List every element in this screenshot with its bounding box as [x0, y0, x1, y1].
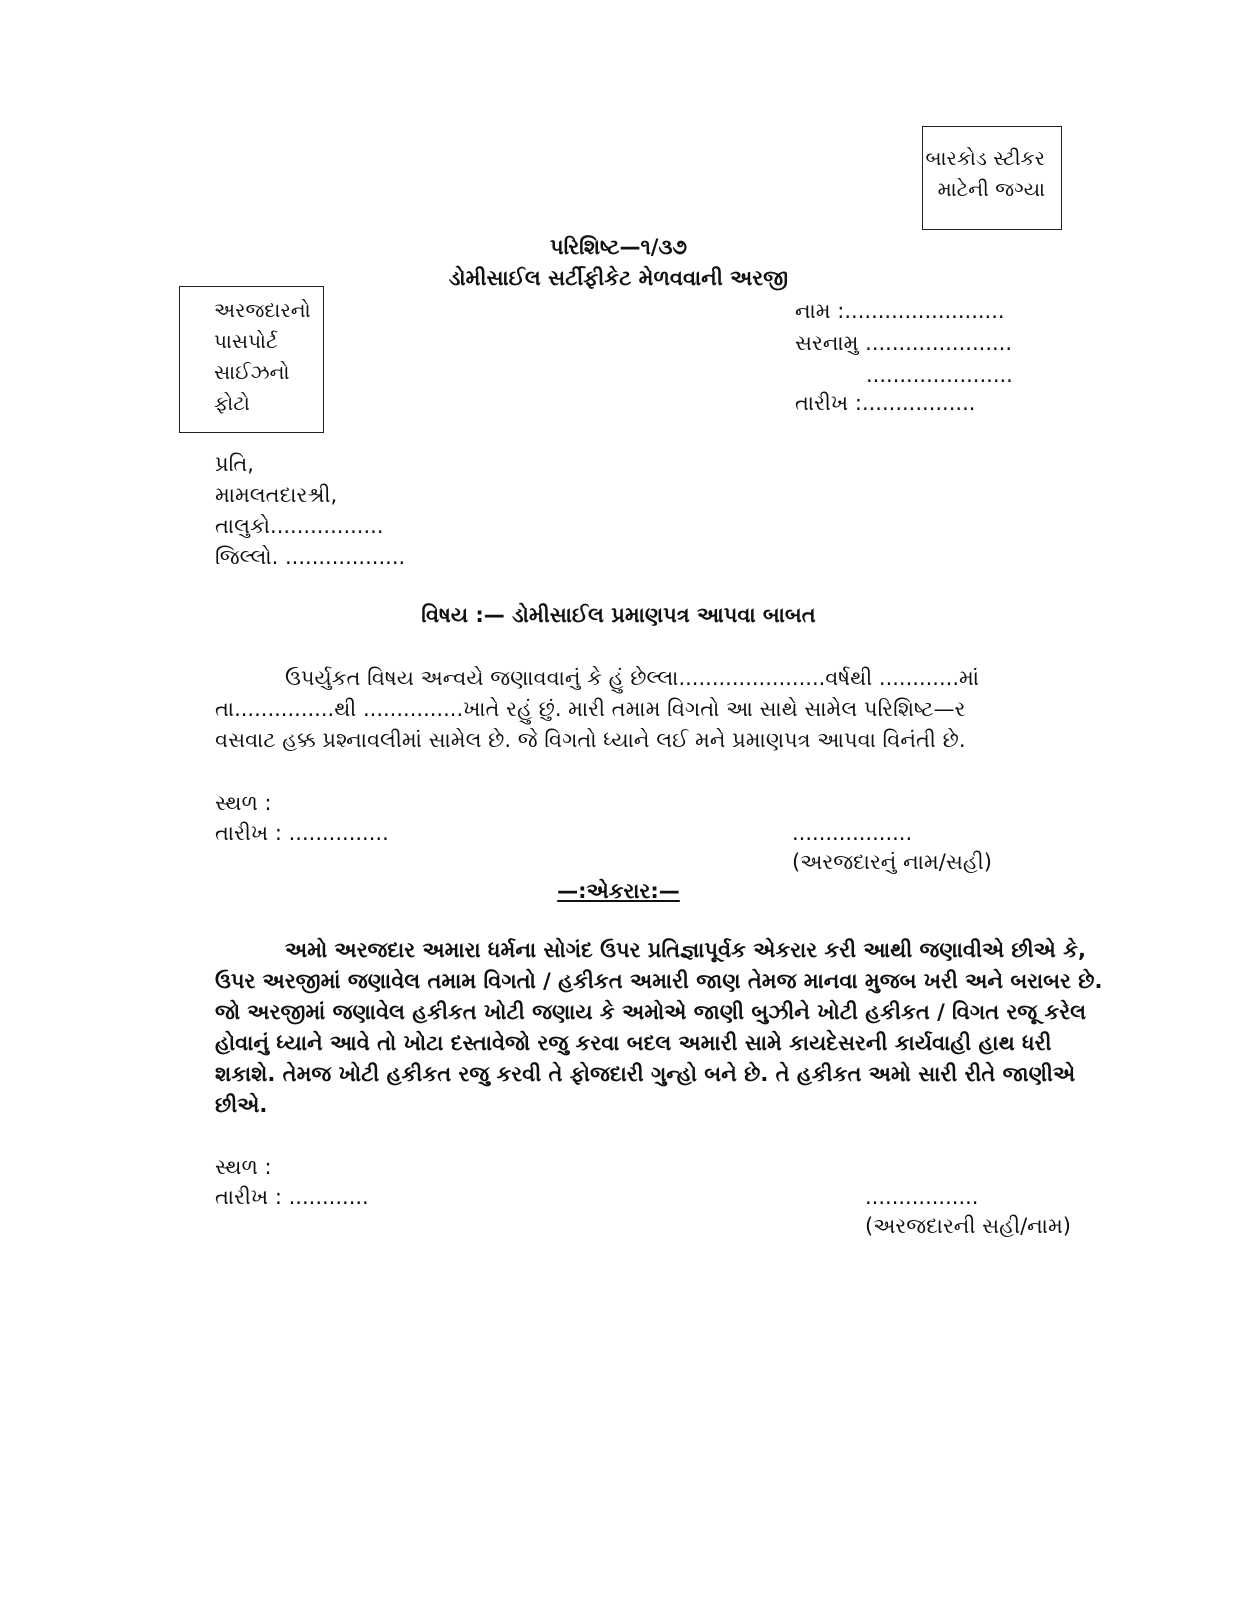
place-label-2: સ્થળ : — [215, 1155, 272, 1179]
applicant-address-continued: ...................... — [866, 363, 1013, 387]
declaration-heading: —:એકરાર:— — [557, 879, 680, 903]
signature-dots-2: ................. — [865, 1185, 979, 1209]
addressee-officer: મામલતદારશ્રી, — [215, 483, 338, 507]
annexure-number: પરિશિષ્ટ—૧/૩૭ — [549, 235, 688, 259]
photo-box-line-4: ફોટો — [214, 391, 250, 415]
body-line-3: વસવાટ હક્ક પ્રશ્નાવલીમાં સામેલ છે. જે વિગતો ધ્યાને લઈ મને પ્રમાણપત્ર આપવા વિનંતી છે. — [215, 728, 966, 752]
barcode-box-line-1: બારકોડ સ્ટીકર — [925, 146, 1045, 170]
declaration-line-3: જો અરજીમાં જણાવેલ હકીકત ખોટી જણાય કે અમોએ જાણી બુઝીને ખોટી હકીકત / વિગત રજૂ કરેલ — [215, 1000, 1087, 1024]
place-label-1: સ્થળ : — [215, 791, 272, 815]
addressee-to: પ્રતિ, — [215, 452, 254, 476]
date-label-2: તારીખ : ............ — [215, 1185, 369, 1209]
barcode-sticker-box — [922, 126, 1062, 230]
addressee-taluka: તાલુકો................. — [215, 514, 384, 538]
barcode-box-line-2: માટેની જગ્યા — [937, 177, 1045, 201]
declaration-line-5: શકાશે. તેમજ ખોટી હકીકત રજુ કરવી તે ફોજદારી ગુન્હો બને છે. તે હકીકત અમો સારી રીતે જાણીએ — [215, 1062, 1076, 1086]
photo-box — [179, 286, 324, 433]
applicant-name-field: નામ :........................ — [795, 299, 1005, 323]
page-title: ડોમીસાઈલ સર્ટીફીકેટ મેળવવાની અરજી — [448, 266, 789, 290]
applicant-address-field: સરનામુ ...................... — [795, 331, 1013, 355]
declaration-line-2: ઉપર અરજીમાં જણાવેલ તમામ વિગતો / હકીકત અમારી જાણ તેમજ માનવા મુજબ ખરી અને બરાબર છે. — [215, 969, 1103, 993]
body-line-2: તા...............થી ...............ખાતે રહું છું. મારી તમામ વિગતો આ સાથે સામેલ પરિશિષ્ટ—ર — [215, 697, 966, 721]
photo-box-line-3: સાઈઝનો — [214, 360, 290, 384]
signature-dots-1: .................. — [792, 821, 913, 845]
photo-box-line-1: અરજદારનો — [214, 298, 311, 322]
applicant-date-field: તારીખ :................. — [795, 391, 976, 415]
signature-label-2: (અરજદારની સહી/નામ) — [865, 1214, 1071, 1238]
date-label-1: તારીખ : ............... — [215, 821, 389, 845]
declaration-line-1: અમો અરજદાર અમારા ધર્મના સોગંદ ઉપર પ્રતિજ્ઞાપૂર્વક એકરાર કરી આથી જણાવીએ છીએ કે, — [285, 938, 1086, 962]
declaration-line-6: છીએ. — [215, 1093, 268, 1117]
declaration-line-4: હોવાનું ધ્યાને આવે તો ખોટા દસ્તાવેજો રજુ કરવા બદલ અમારી સામે કાયદેસરની કાર્યવાહી હાથ ધરી — [215, 1031, 1052, 1055]
signature-label-1: (અરજદારનું નામ/સહી) — [792, 850, 992, 874]
photo-box-line-2: પાસપોર્ટ — [214, 329, 278, 353]
body-line-1: ઉપર્યુકત વિષય અન્વયે જણાવવાનું કે હું છેલ્લા......................વર્ષથી ............માં — [285, 666, 979, 690]
addressee-district: જિલ્લો. .................. — [215, 545, 406, 569]
subject-line: વિષય :— ડોમીસાઈલ પ્રમાણપત્ર આપવા બાબત — [421, 603, 816, 627]
